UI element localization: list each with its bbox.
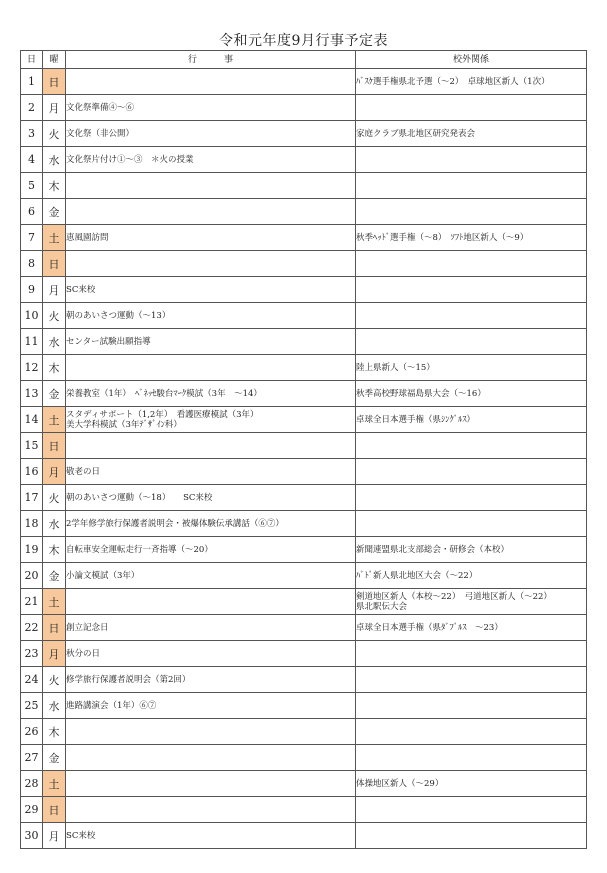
events-cell xyxy=(66,563,356,589)
table-row xyxy=(21,225,587,251)
header-weekday: 曜 xyxy=(43,51,66,69)
external-cell xyxy=(356,355,587,381)
weekday-cell: 日 xyxy=(43,251,66,277)
event-text: 恵風園訪問 xyxy=(66,232,109,243)
events-cell xyxy=(66,433,356,459)
weekday-cell: 月 xyxy=(43,823,66,849)
day-cell: 28 xyxy=(21,771,43,797)
weekday-cell: 金 xyxy=(43,199,66,225)
external-cell xyxy=(356,277,587,303)
weekday-cell: 日 xyxy=(43,69,66,95)
external-cell xyxy=(356,251,587,277)
weekday-cell: 土 xyxy=(43,225,66,251)
day-cell: 9 xyxy=(21,277,43,303)
header-events: 行 事 xyxy=(66,51,356,69)
table-row xyxy=(21,615,587,641)
external-cell xyxy=(356,537,587,563)
weekday-cell: 火 xyxy=(43,485,66,511)
weekday-cell: 月 xyxy=(43,459,66,485)
weekday-cell: 火 xyxy=(43,121,66,147)
event-text: 修学旅行保護者説明会（第2回） xyxy=(66,674,191,685)
day-cell: 13 xyxy=(21,381,43,407)
external-cell xyxy=(356,225,587,251)
external-cell xyxy=(356,95,587,121)
external-cell xyxy=(356,615,587,641)
external-cell xyxy=(356,693,587,719)
external-text: 新聞連盟県北支部総会・研修会（本校） xyxy=(356,544,510,555)
events-cell xyxy=(66,615,356,641)
header-day: 日 xyxy=(21,51,43,69)
day-cell: 25 xyxy=(21,693,43,719)
table-row xyxy=(21,69,587,95)
external-text: 秋季高校野球福島県大会（～16） xyxy=(356,388,486,399)
event-text: 文化祭準備④～⑥ xyxy=(66,102,135,113)
events-cell xyxy=(66,771,356,797)
table-row xyxy=(21,823,587,849)
external-text: 秋季ﾍｯﾄﾞ選手権（～8） ｿﾌﾄ地区新人（～9） xyxy=(356,232,529,243)
external-cell xyxy=(356,121,587,147)
day-cell: 6 xyxy=(21,199,43,225)
table-row xyxy=(21,407,587,433)
day-cell: 5 xyxy=(21,173,43,199)
event-text: 朝のあいさつ運動（～18） SC来校 xyxy=(66,492,213,503)
day-cell: 8 xyxy=(21,251,43,277)
weekday-cell: 木 xyxy=(43,173,66,199)
weekday-cell: 水 xyxy=(43,511,66,537)
day-cell: 18 xyxy=(21,511,43,537)
events-cell xyxy=(66,537,356,563)
events-cell xyxy=(66,485,356,511)
day-cell: 20 xyxy=(21,563,43,589)
external-text: ﾊﾞｽｹ選手権県北予選（～2） 卓球地区新人（1次） xyxy=(356,76,550,87)
events-cell xyxy=(66,121,356,147)
table-row xyxy=(21,563,587,589)
table-row xyxy=(21,719,587,745)
table-row xyxy=(21,641,587,667)
event-text: センター試験出願指導 xyxy=(66,336,151,347)
event-text: 創立記念日 xyxy=(66,622,109,633)
day-cell: 10 xyxy=(21,303,43,329)
event-text: 敬老の日 xyxy=(66,466,101,477)
external-cell xyxy=(356,745,587,771)
events-cell xyxy=(66,693,356,719)
table-row xyxy=(21,667,587,693)
external-cell xyxy=(356,563,587,589)
external-cell xyxy=(356,511,587,537)
day-cell: 3 xyxy=(21,121,43,147)
external-cell xyxy=(356,485,587,511)
weekday-cell: 金 xyxy=(43,563,66,589)
external-text: ﾊﾞﾄﾞ新人県北地区大会（～22） xyxy=(356,570,478,581)
event-text: スタディサポート（1,2年） 看護医療模試（3年） xyxy=(66,409,259,420)
events-cell xyxy=(66,381,356,407)
day-cell: 22 xyxy=(21,615,43,641)
external-cell xyxy=(356,823,587,849)
external-text: 陸上県新人（～15） xyxy=(356,362,435,373)
table-row xyxy=(21,797,587,823)
weekday-cell: 水 xyxy=(43,329,66,355)
day-cell: 4 xyxy=(21,147,43,173)
external-cell xyxy=(356,433,587,459)
external-text: 県北駅伝大会 xyxy=(356,601,408,612)
table-row xyxy=(21,95,587,121)
events-cell xyxy=(66,719,356,745)
event-text: 進路講演会（1年）⑥⑦ xyxy=(66,700,157,711)
events-cell xyxy=(66,797,356,823)
events-cell xyxy=(66,329,356,355)
day-cell: 7 xyxy=(21,225,43,251)
event-text: 秋分の日 xyxy=(66,648,101,659)
events-cell xyxy=(66,589,356,615)
event-text: 小論文模試（3年） xyxy=(66,570,140,581)
weekday-cell: 木 xyxy=(43,355,66,381)
day-cell: 30 xyxy=(21,823,43,849)
day-cell: 11 xyxy=(21,329,43,355)
day-cell: 15 xyxy=(21,433,43,459)
external-text: 卓球全日本選手権（県ﾀﾞﾌﾞﾙｽ ～23） xyxy=(356,622,503,633)
day-cell: 24 xyxy=(21,667,43,693)
weekday-cell: 木 xyxy=(43,537,66,563)
table-row xyxy=(21,355,587,381)
day-cell: 21 xyxy=(21,589,43,615)
weekday-cell: 日 xyxy=(43,615,66,641)
weekday-cell: 水 xyxy=(43,693,66,719)
weekday-cell: 土 xyxy=(43,407,66,433)
external-cell xyxy=(356,667,587,693)
table-row xyxy=(21,485,587,511)
event-text: 文化祭（非公開） xyxy=(66,128,135,139)
table-row xyxy=(21,381,587,407)
table-row xyxy=(21,303,587,329)
events-cell xyxy=(66,303,356,329)
external-text: 卓球全日本選手権（県ｼﾝｸﾞﾙｽ） xyxy=(356,414,476,425)
weekday-cell: 月 xyxy=(43,95,66,121)
weekday-cell: 日 xyxy=(43,433,66,459)
external-cell xyxy=(356,641,587,667)
events-cell xyxy=(66,823,356,849)
event-text: 美大学科模試（3年ﾃﾞｻﾞｲﾝ科） xyxy=(66,419,182,430)
table-row xyxy=(21,589,587,615)
events-cell xyxy=(66,745,356,771)
event-text: SC来校 xyxy=(66,284,96,295)
events-cell xyxy=(66,459,356,485)
table-row xyxy=(21,329,587,355)
events-cell xyxy=(66,199,356,225)
weekday-cell: 火 xyxy=(43,667,66,693)
table-row xyxy=(21,745,587,771)
external-cell xyxy=(356,199,587,225)
events-cell xyxy=(66,641,356,667)
external-cell xyxy=(356,329,587,355)
day-cell: 23 xyxy=(21,641,43,667)
weekday-cell: 土 xyxy=(43,771,66,797)
events-cell xyxy=(66,173,356,199)
external-cell xyxy=(356,719,587,745)
table-row xyxy=(21,173,587,199)
weekday-cell: 木 xyxy=(43,719,66,745)
events-cell xyxy=(66,95,356,121)
header-row xyxy=(21,51,587,69)
external-cell xyxy=(356,381,587,407)
day-cell: 19 xyxy=(21,537,43,563)
day-cell: 12 xyxy=(21,355,43,381)
weekday-cell: 金 xyxy=(43,381,66,407)
event-text: 朝のあいさつ運動（～13） xyxy=(66,310,171,321)
weekday-cell: 日 xyxy=(43,797,66,823)
event-text: 栄養教室（1年） ﾍﾞﾈｯｾ駿台ﾏｰｸ模試（3年 ～14） xyxy=(66,388,262,399)
events-cell xyxy=(66,69,356,95)
events-cell xyxy=(66,277,356,303)
page-title: 令和元年度9月行事予定表 xyxy=(219,33,388,49)
weekday-cell: 月 xyxy=(43,277,66,303)
external-cell xyxy=(356,173,587,199)
schedule-body xyxy=(21,69,587,849)
table-row xyxy=(21,277,587,303)
events-cell xyxy=(66,407,356,433)
table-row xyxy=(21,511,587,537)
events-cell xyxy=(66,355,356,381)
day-cell: 14 xyxy=(21,407,43,433)
table-row xyxy=(21,433,587,459)
external-cell xyxy=(356,407,587,433)
event-text: 自転車安全運転走行一斉指導（～20） xyxy=(66,544,213,555)
table-row xyxy=(21,251,587,277)
table-row xyxy=(21,147,587,173)
events-cell xyxy=(66,511,356,537)
events-cell xyxy=(66,147,356,173)
events-cell xyxy=(66,251,356,277)
day-cell: 29 xyxy=(21,797,43,823)
day-cell: 16 xyxy=(21,459,43,485)
weekday-cell: 火 xyxy=(43,303,66,329)
external-text: 家庭クラブ県北地区研究発表会 xyxy=(356,128,476,139)
table-row xyxy=(21,121,587,147)
events-cell xyxy=(66,225,356,251)
weekday-cell: 土 xyxy=(43,589,66,615)
schedule-table xyxy=(20,50,587,849)
day-cell: 1 xyxy=(21,69,43,95)
day-cell: 17 xyxy=(21,485,43,511)
weekday-cell: 水 xyxy=(43,147,66,173)
external-cell xyxy=(356,459,587,485)
event-text: SC来校 xyxy=(66,830,96,841)
table-row xyxy=(21,537,587,563)
external-cell xyxy=(356,589,587,615)
external-cell xyxy=(356,69,587,95)
table-row xyxy=(21,199,587,225)
table-row xyxy=(21,459,587,485)
external-cell xyxy=(356,303,587,329)
weekday-cell: 金 xyxy=(43,745,66,771)
event-text: 2学年修学旅行保護者説明会・被爆体験伝承講話（⑥⑦） xyxy=(66,518,284,529)
weekday-cell: 月 xyxy=(43,641,66,667)
event-text: 文化祭片付け①～③ ＊火の授業 xyxy=(66,154,194,165)
day-cell: 26 xyxy=(21,719,43,745)
external-text: 体操地区新人（～29） xyxy=(356,778,444,789)
external-cell xyxy=(356,147,587,173)
external-cell xyxy=(356,797,587,823)
table-row xyxy=(21,693,587,719)
external-cell xyxy=(356,771,587,797)
external-text: 剣道地区新人（本校～22） 弓道地区新人（～22） xyxy=(356,591,552,602)
table-row xyxy=(21,771,587,797)
header-external: 校外関係 xyxy=(356,51,587,69)
events-cell xyxy=(66,667,356,693)
day-cell: 2 xyxy=(21,95,43,121)
day-cell: 27 xyxy=(21,745,43,771)
